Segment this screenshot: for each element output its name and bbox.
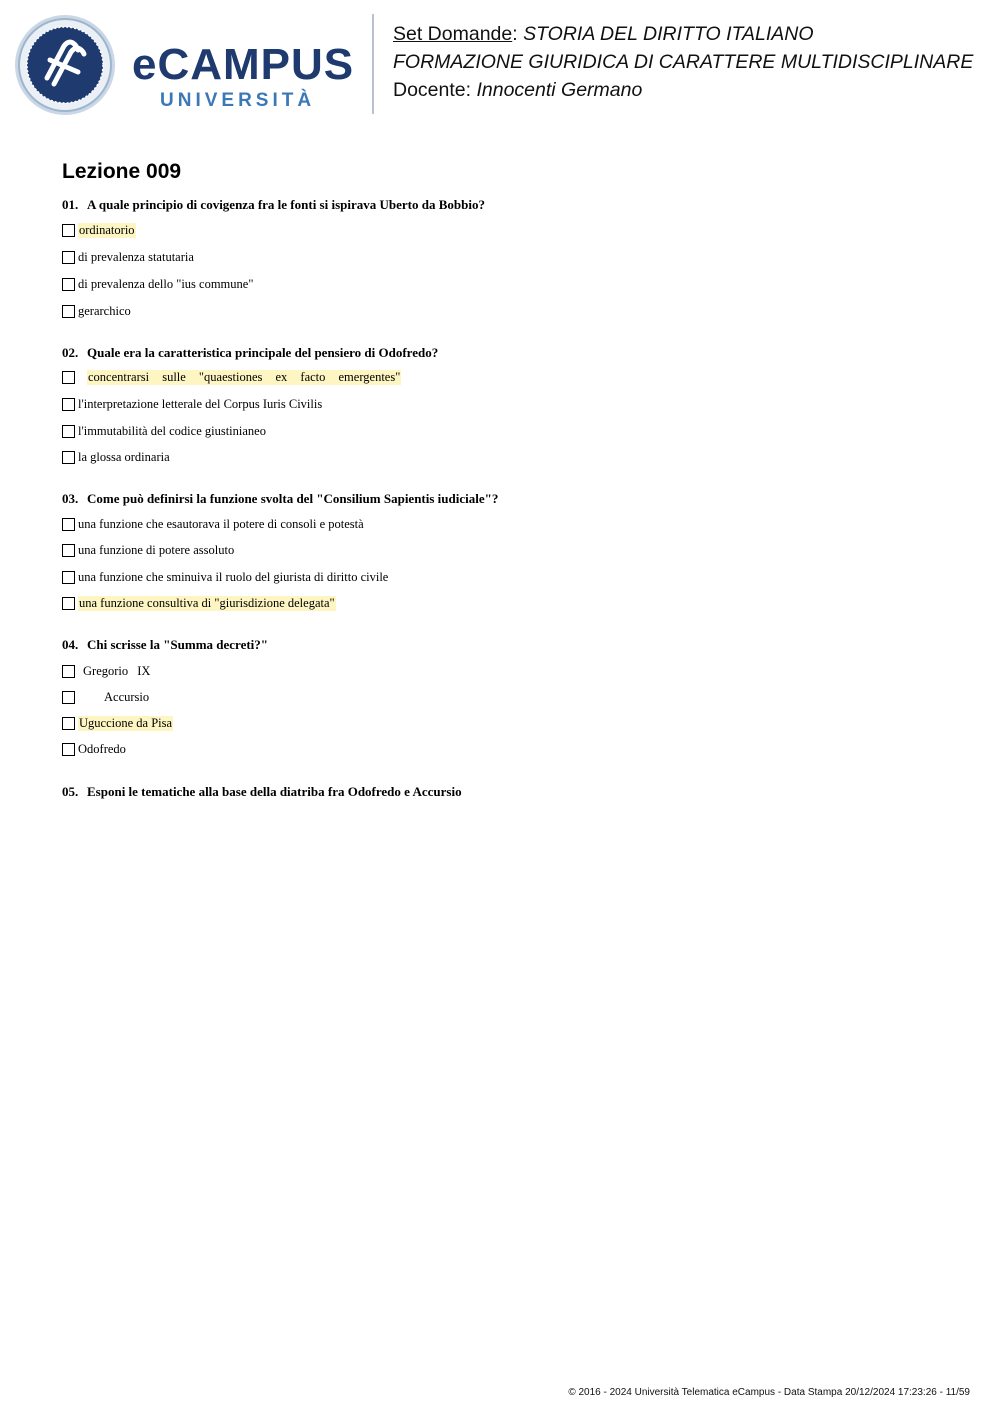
question-text: Come può definirsi la funzione svolta del "Consilium Sapientis iudiciale"?: [87, 491, 499, 506]
checkbox[interactable]: [62, 717, 75, 730]
option-q01-c[interactable]: [62, 276, 253, 292]
set-label: Set Domande: [393, 23, 513, 45]
subject-name: STORIA DEL DIRITTO ITALIANO: [523, 23, 814, 45]
question-text: Quale era la caratteristica principale del pensiero di Odofredo?: [87, 345, 439, 360]
header-divider: [372, 14, 374, 114]
svg-text:UNIVERSITÀ: UNIVERSITÀ: [160, 90, 316, 111]
option-label: concentrarsi sulle "quaestiones ex facto emergentes": [88, 369, 401, 384]
checkbox[interactable]: [62, 571, 75, 584]
checkbox[interactable]: [62, 224, 75, 237]
teacher-name: Innocenti Germano: [476, 79, 643, 101]
option-label: Odofredo: [78, 741, 126, 756]
option-label: gerarchico: [78, 303, 131, 318]
question-03: [62, 491, 498, 507]
option-q02-b[interactable]: [62, 396, 322, 412]
option-q01-b[interactable]: [62, 249, 194, 265]
question-text: A quale principio di covigenza fra le fonti si ispirava Uberto da Bobbio?: [87, 197, 485, 212]
checkbox[interactable]: [62, 451, 75, 464]
ecampus-seal-icon: [14, 14, 359, 118]
option-q02-a[interactable]: [62, 369, 401, 385]
question-01: [62, 197, 485, 213]
checkbox[interactable]: [62, 518, 75, 531]
checkbox[interactable]: [62, 544, 75, 557]
option-q02-c[interactable]: [62, 423, 266, 439]
question-number: 03.: [62, 491, 79, 506]
checkbox[interactable]: [62, 251, 75, 264]
question-text: Chi scrisse la "Summa decreti?": [87, 637, 269, 652]
question-number: 01.: [62, 197, 79, 212]
option-q01-a[interactable]: [62, 222, 136, 238]
option-q04-c[interactable]: [62, 715, 173, 731]
option-q01-d[interactable]: [62, 303, 131, 319]
question-04: [62, 637, 268, 653]
teacher-label: Docente: [393, 79, 466, 101]
checkbox[interactable]: [62, 425, 75, 438]
option-label: di prevalenza dello "ius commune": [78, 276, 254, 291]
option-q04-a[interactable]: [62, 663, 150, 679]
checkbox[interactable]: [62, 278, 75, 291]
question-text: Esponi le tematiche alla base della diatriba fra Odofredo e Accursio: [87, 784, 462, 799]
option-q03-a[interactable]: [62, 516, 364, 532]
header-course-line: [393, 48, 973, 76]
option-label: ordinatorio: [79, 222, 135, 237]
page-header: [0, 0, 1000, 130]
checkbox[interactable]: [62, 371, 75, 384]
checkbox[interactable]: [62, 665, 75, 678]
course-name: FORMAZIONE GIURIDICA DI CARATTERE MULTIDISCIPLINARE: [393, 51, 974, 73]
question-number: 02.: [62, 345, 79, 360]
question-02: [62, 345, 438, 361]
lesson-title: Lezione 009: [62, 160, 182, 183]
option-q04-d[interactable]: [62, 741, 126, 757]
option-label: la glossa ordinaria: [78, 449, 170, 464]
option-q02-d[interactable]: [62, 449, 170, 465]
checkbox[interactable]: [62, 743, 75, 756]
svg-text:eCAMPUS: eCAMPUS: [132, 40, 355, 89]
checkbox[interactable]: [62, 398, 75, 411]
checkbox[interactable]: [62, 691, 75, 704]
question-number: 04.: [62, 637, 79, 652]
option-label: una funzione che esautorava il potere di consoli e potestà: [78, 516, 364, 531]
option-label: Accursio: [104, 689, 150, 704]
ecampus-logo: [14, 14, 359, 118]
option-q03-c[interactable]: [62, 569, 388, 585]
option-label: l'immutabilità del codice giustinianeo: [78, 423, 266, 438]
question-number: 05.: [62, 784, 79, 799]
option-label: una funzione di potere assoluto: [78, 542, 235, 557]
checkbox[interactable]: [62, 597, 75, 610]
header-subject-line: Set Domande: STORIA DEL DIRITTO ITALIANO: [393, 23, 814, 45]
option-q04-b[interactable]: [62, 689, 149, 705]
option-q03-d[interactable]: [62, 595, 336, 611]
header-info: [393, 20, 973, 104]
option-q03-b[interactable]: [62, 542, 234, 558]
option-label: una funzione consultiva di "giurisdizione delegata": [79, 595, 335, 610]
checkbox[interactable]: [62, 305, 75, 318]
option-label: Gregorio IX: [83, 663, 151, 678]
option-label: di prevalenza statutaria: [78, 249, 194, 264]
option-label: una funzione che sminuiva il ruolo del giurista di diritto civile: [78, 569, 389, 584]
option-label: l'interpretazione letterale del Corpus Iuris Civilis: [78, 396, 323, 411]
page-footer: © 2016 - 2024 Università Telematica eCampus - Data Stampa 20/12/2024 17:23:26 - 11/59: [568, 1387, 970, 1398]
option-label: Uguccione da Pisa: [79, 715, 173, 730]
header-teacher-line: Docente: Innocenti Germano: [393, 79, 643, 101]
question-05: [62, 784, 462, 800]
